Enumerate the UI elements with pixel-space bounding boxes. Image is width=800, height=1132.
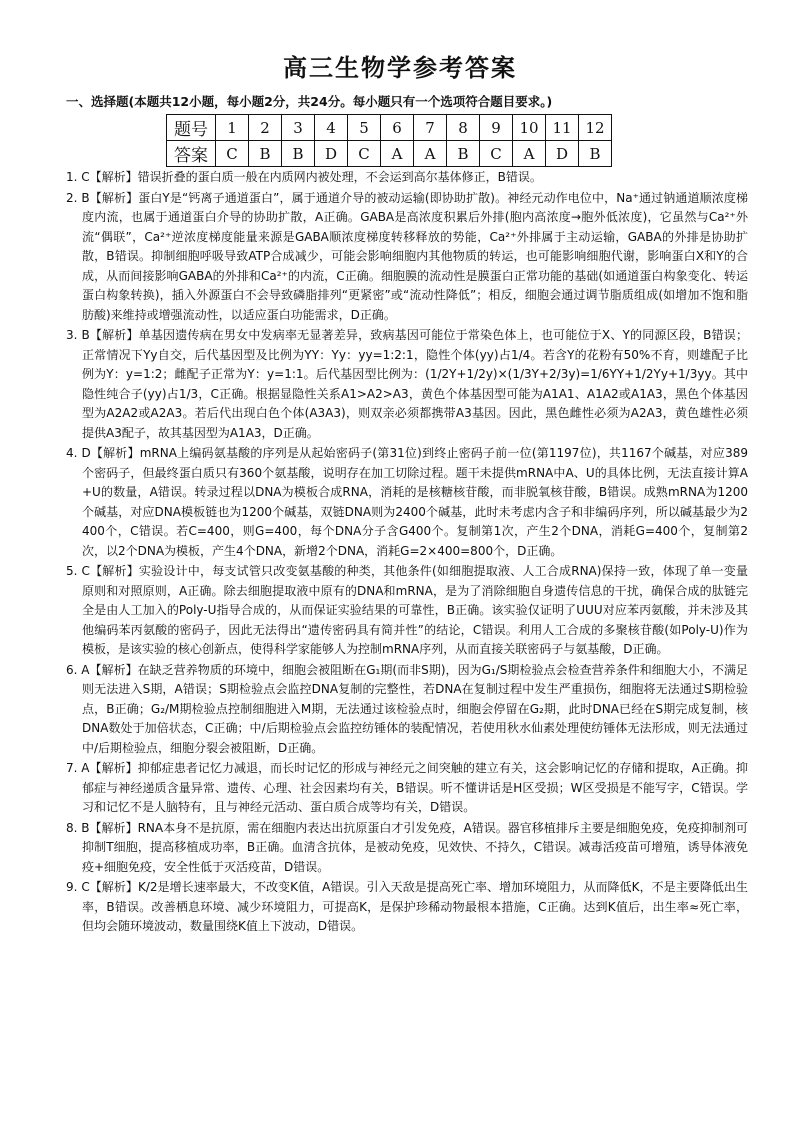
table-cell: 5	[348, 115, 381, 141]
table-cell: 2	[249, 115, 282, 141]
section-heading: 一、选择题(本题共12小题，每小题2分，共24分。每小题只有一个选项符合题目要求。)	[66, 94, 553, 109]
table-cell: A	[414, 141, 447, 167]
explanation-item: 2. B【解析】蛋白Y是“钙离子通道蛋白”，属于通道介导的被动运输(即协助扩散)。神经元动作电位中，Na⁺通过钠通道顺浓度梯度内流，也属于通道蛋白介导的协助扩散，A正确。GABA是高浓度积累后外排(胞内高浓度→胞外低浓度)，它虽然与Ca²⁺外流“偶联”，Ca²⁺逆浓度梯度能量来源是GABA顺浓度梯度转移释放的势能，Ca²⁺外排属于主动运输，GABA的外排是协助扩散，B错误。抑制细胞呼吸导致ATP合成减少，可能会影响细胞内其他物质的转运，也可能影响细胞代谢，影响蛋白X和Y的合成，从而间接影响GABA的外排和Ca²⁺的内流，C正确。细胞膜的流动性是膜蛋白正常功能的基础(如通道蛋白构象变化、转运蛋白构象转换)，插入外源蛋白不会导致磷脂排列“更紧密”或“流动性降低”；相反，细胞会通过调节脂质组成(如增加不饱和脂肪酸)来维持或增强流动性，以适应蛋白功能需求，D正确。	[66, 190, 748, 322]
table-cell: B	[447, 141, 480, 167]
table-cell: 1	[216, 115, 249, 141]
table-cell: 10	[513, 115, 546, 141]
row-label: 题号	[167, 115, 216, 141]
table-cell: B	[249, 141, 282, 167]
page-title: 高三生物学参考答案	[283, 54, 517, 82]
table-cell: B	[282, 141, 315, 167]
table-cell: 11	[546, 115, 579, 141]
explanation-item: 5. C【解析】实验设计中，每支试管只改变氨基酸的种类，其他条件(如细胞提取液、人工合成RNA)保持一致，体现了单一变量原则和对照原则，A正确。除去细胞提取液中原有的DNA和mRNA，是为了消除细胞自身遗传信息的干扰，确保合成的肽链完全是由人工加入的Poly-U指导合成的，从而保证实验结果的可靠性，B正确。该实验仅证明了UUU对应苯丙氨酸，并未涉及其他编码苯丙氨酸的密码子，因此无法得出“遗传密码具有简并性”的结论，C错误。利用人工合成的多聚核苷酸(如Poly-U)作为模板，是该实验的核心创新点，使得科学家能够人为控制mRNA序列，从而直接关联密码子与氨基酸，D正确。	[66, 564, 748, 656]
explanation-item: 7. A【解析】抑郁症患者记忆力减退，而长时记忆的形成与神经元之间突触的建立有关，这会影响记忆的存储和提取，A正确。抑郁症与神经递质含量异常、遗传、心理、社会因素均有关，B错误。听不懂讲话是H区受损；W区受损是不能写字，C错误。学习和记忆不是人脑特有，且与神经元活动、蛋白质合成等均有关，D错误。	[66, 761, 748, 814]
table-cell: C	[216, 141, 249, 167]
table-cell: 6	[381, 115, 414, 141]
table-cell: C	[348, 141, 381, 167]
table-cell: D	[546, 141, 579, 167]
explanations-list	[66, 168, 748, 938]
answer-table	[166, 114, 612, 167]
table-cell: 4	[315, 115, 348, 141]
answer-row	[167, 141, 612, 167]
row-label: 答案	[167, 141, 216, 167]
table-cell: A	[513, 141, 546, 167]
table-cell: 7	[414, 115, 447, 141]
explanation-item: 9. C【解析】K/2是增长速率最大，不改变K值，A错误。引入天敌是提高死亡率、增加环境阻力，从而降低K，不是主要降低出生率，B错误。改善栖息环境、减少环境阻力，可提高K，是保护珍稀动物最根本措施，C正确。达到K值后，出生率≈死亡率，但均会随环境波动，数量围绕K值上下波动，D错误。	[66, 880, 748, 933]
table-cell: D	[315, 141, 348, 167]
table-cell: A	[381, 141, 414, 167]
explanation-item: 1. C【解析】错误折叠的蛋白质一般在内质网内被处理，不会运到高尔基体修正，B错误。	[66, 170, 542, 184]
table-cell: 9	[480, 115, 513, 141]
table-cell: 3	[282, 115, 315, 141]
explanation-item: 4. D【解析】mRNA上编码氨基酸的序列是从起始密码子(第31位)到终止密码子前一位(第1197位)，共1167个碱基，对应389个密码子，但最终蛋白质只有360个氨基酸，说明存在加工切除过程。题干未提供mRNA中A、U的具体比例，无法直接计算A+U的数量，A错误。转录过程以DNA为模板合成RNA，消耗的是核糖核苷酸，而非脱氧核苷酸，B错误。成熟mRNA为1200个碱基，对应DNA模板链也为1200个碱基，双链DNA则为2400个碱基，此时未考虑内含子和非编码序列，所以碱基最少为2400个，C错误。若C=400，则G=400，每个DNA分子含G400个。复制第1次，产生2个DNA，消耗G=400个，复制第2次，以2个DNA为模板，产生4个DNA，新增2个DNA，消耗G=2×400=800个，D正确。	[66, 446, 748, 558]
question-number-row	[167, 115, 612, 141]
table-cell: 12	[579, 115, 612, 141]
table-cell: 8	[447, 115, 480, 141]
table-cell: B	[579, 141, 612, 167]
table-cell: C	[480, 141, 513, 167]
explanation-item: 8. B【解析】RNA本身不是抗原，需在细胞内表达出抗原蛋白才引发免疫，A错误。器官移植排斥主要是细胞免疫，免疫抑制剂可抑制T细胞，提高移植成功率，B正确。血清含抗体，是被动免疫，见效快、不持久，C错误。减毒活疫苗可增殖，诱导体液免疫+细胞免疫，安全性低于灭活疫苗，D错误。	[66, 820, 748, 874]
explanation-item: 3. B【解析】单基因遗传病在男女中发病率无显著差异，致病基因可能位于常染色体上，也可能位于X、Y的同源区段，B错误；正常情况下Yy自交，后代基因型及比例为YY：Yy：yy=1:2:1，隐性个体(yy)占1/4。若含Y的花粉有50%不育，则雄配子比例为Y：y=1:2；雌配子正常为Y：y=1:1。后代基因型比例为：(1/2Y+1/2y)×(1/3Y+2/3y)=1/6YY+1/2Yy+1/3yy。其中隐性纯合子(yy)占1/3，C正确。根据显隐性关系A1>A2>A3，黄色个体基因型可能为A1A1、A1A2或A1A3，黑色个体基因型为A2A2或A2A3。若后代出现白色个体(A3A3)，则双亲必须都携带A3基因。因此，黑色雌性必须为A2A3，黄色雄性必须提供A3配子，故其基因型为A1A3，D正确。	[66, 328, 748, 440]
explanation-item: 6. A【解析】在缺乏营养物质的环境中，细胞会被阻断在G₁期(而非S期)，因为G₁/S期检验点会检查营养条件和细胞大小，不满足则无法进入S期，A错误；S期检验点会监控DNA复制的完整性，若DNA在复制过程中发生严重损伤，细胞将无法通过S期检验点，B正确；G₂/M期检验点控制细胞进入M期，无法通过该检验点时，细胞会停留在G₂期，此时DNA已经在S期完成复制，核DNA数处于加倍状态，C正确；中/后期检验点会监控纺锤体的装配情况，若使用秋水仙素处理使纺锤体无法形成，则无法通过中/后期检验点，细胞分裂会被阻断，D正确。	[66, 662, 748, 755]
